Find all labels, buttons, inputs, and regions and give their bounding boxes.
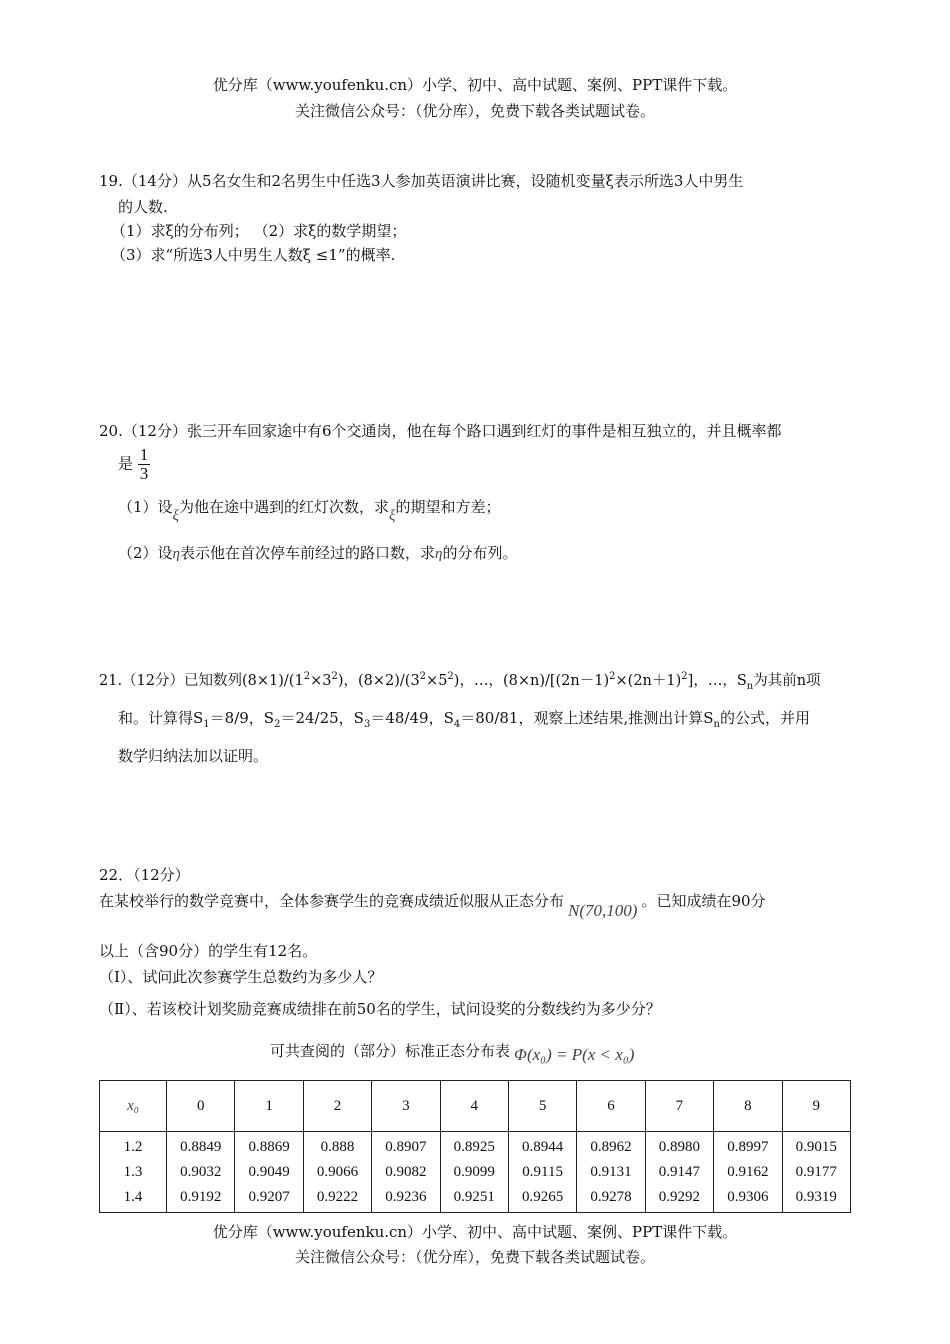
table-value: 0.9222 — [316, 1188, 359, 1205]
sup-2: 2 — [447, 671, 454, 683]
eta-symbol-2: η — [435, 546, 443, 562]
col-header: 6 — [577, 1081, 645, 1132]
col-header: 5 — [508, 1081, 576, 1132]
q21-l2-f: 的公式，并用 — [719, 709, 810, 727]
table-value: 0.9162 — [727, 1163, 769, 1180]
row-label: 1.4 — [123, 1188, 143, 1205]
table-value: 0.9236 — [385, 1188, 427, 1205]
q20-line-2 — [118, 446, 150, 483]
table-value: 0.8980 — [658, 1138, 701, 1155]
q21-l2-c: ＝24/25，S — [280, 709, 364, 727]
table-header-row — [100, 1081, 851, 1132]
q21-part-d: ×5 — [426, 673, 448, 689]
col-header: 8 — [714, 1081, 782, 1132]
q21-part-c: )，(8×2)/(3 — [337, 673, 420, 689]
table-cell — [303, 1132, 371, 1213]
q21-part-g: ]，…，S — [687, 673, 747, 689]
q20-line-4a: （2）设 — [118, 544, 173, 562]
normal-distribution: N(70,100) — [568, 901, 638, 920]
table-value: 0.9147 — [658, 1163, 701, 1180]
col-header: 1 — [235, 1081, 303, 1132]
table-value: 0.9207 — [248, 1188, 290, 1205]
q20-line-3a: （1）设 — [118, 498, 173, 516]
q19-line-2: 的人数. — [118, 198, 168, 216]
table-body-row — [100, 1132, 851, 1213]
sup-2: 2 — [609, 671, 616, 683]
table-value: 0.9015 — [795, 1138, 837, 1155]
sup-2: 2 — [303, 671, 311, 683]
sub-n: n — [746, 680, 754, 692]
col-header: 4 — [440, 1081, 508, 1132]
table-cell — [440, 1132, 508, 1213]
q21-part-a: 21.（12分）已知数列(8×1)/(1 — [99, 673, 304, 689]
row-label: 1.2 — [123, 1138, 143, 1155]
eta-symbol: η — [172, 546, 180, 562]
table-value: 0.9177 — [795, 1163, 837, 1180]
table-cell — [782, 1132, 850, 1213]
sup-2: 2 — [419, 671, 427, 683]
table-value: 0.9319 — [795, 1188, 837, 1205]
q19-line-4: （3）求“所选3人中男生人数ξ ≤1”的概率. — [111, 246, 396, 264]
q21-part-h: 为其前n项 — [753, 673, 821, 689]
q20-line-1: 20.（12分）张三开车回家途中有6个交通岗，他在每个路口遇到红灯的事件是相互独立的，并且概率都 — [99, 422, 782, 440]
table-value: 0.9306 — [727, 1188, 769, 1205]
q21-part-b: ×3 — [310, 673, 332, 689]
normal-distribution-table — [99, 1080, 851, 1213]
q22-line-5: （Ⅱ）、若该校计划奖励竞赛成绩排在前50名的学生，试问设奖的分数线约为多少分？ — [99, 1000, 661, 1018]
table-corner-x0: x₀ — [100, 1081, 167, 1132]
table-cell — [235, 1132, 303, 1213]
table-cell — [167, 1132, 235, 1213]
col-header: 9 — [782, 1081, 850, 1132]
row-label: 1.3 — [123, 1163, 143, 1180]
sup-2: 2 — [681, 671, 688, 683]
q19-line-3: （1）求ξ的分布列； （2）求ξ的数学期望； — [111, 222, 407, 240]
q20-line-4 — [118, 542, 517, 563]
q21-part-f: ×(2n＋1) — [615, 673, 682, 689]
sub-n: n — [713, 719, 720, 730]
table-value: 0.9251 — [453, 1188, 495, 1205]
q22-line-1: 22．（12分） — [99, 866, 190, 884]
col-header: 2 — [303, 1081, 371, 1132]
table-value: 0.9099 — [453, 1163, 495, 1180]
table-value: 0.8962 — [590, 1138, 632, 1155]
q19-line-1: 19.（14分）从5名女生和2名男生中任选3人参加英语演讲比赛，设随机变量ξ表示所选3人中男生 — [99, 172, 744, 190]
table-value: 0.9131 — [590, 1163, 632, 1180]
q20-line-3 — [118, 496, 501, 524]
q20-line-3c: 的期望和方差； — [395, 498, 501, 516]
xi-symbol: ξ — [172, 508, 179, 524]
q20-line-3b: 为他在途中遇到的红灯次数，求 — [178, 498, 389, 516]
table-caption: 可共查阅的（部分）标准正态分布表 — [270, 1042, 511, 1060]
q21-l2-e: ＝80/81，观察上述结果,推测出计算S — [460, 709, 714, 727]
table-value: 0.9115 — [522, 1163, 563, 1180]
table-cell — [645, 1132, 713, 1213]
row-label-cell — [100, 1132, 167, 1213]
table-value: 0.8925 — [453, 1138, 495, 1155]
q22-line-3: 以上（含90分）的学生有12名。 — [99, 942, 318, 960]
q21-line-3: 数学归纳法加以证明。 — [118, 747, 269, 765]
table-value: 0.8869 — [248, 1138, 290, 1155]
q20-line-4c: 的分布列。 — [442, 544, 518, 562]
q22-line-2 — [99, 890, 766, 920]
q22-line-4: （Ⅰ）、试问此次参赛学生总数约为多少人？ — [99, 968, 383, 986]
col-header: 7 — [645, 1081, 713, 1132]
table-cell — [372, 1132, 440, 1213]
q21-part-e: )，…，(8×n)/[(2n－1) — [453, 673, 610, 689]
header-line-1: 优分库（www.youfenku.cn）小学、初中、高中试题、案例、PPT课件下载。 — [212, 76, 738, 94]
table-value: 0.9066 — [316, 1163, 359, 1180]
q21-line-2 — [118, 707, 810, 730]
table-cell — [714, 1132, 782, 1213]
q21-l2-d: ＝48/49，S — [370, 709, 454, 727]
table-cell — [508, 1132, 576, 1213]
probability-fraction — [138, 446, 151, 483]
table-value: 0.8849 — [180, 1138, 222, 1155]
table-value: 0.9292 — [658, 1188, 701, 1205]
fraction-denominator: 3 — [139, 464, 149, 483]
table-value: 0.8997 — [727, 1138, 769, 1155]
table-cell — [577, 1132, 645, 1213]
q20-line-2-prefix: 是 — [118, 454, 134, 473]
sub-3: 3 — [363, 719, 371, 730]
table-value: 0.9032 — [180, 1163, 222, 1180]
sub-2: 2 — [274, 719, 281, 730]
sub-1: 1 — [203, 719, 210, 730]
table-value: 0.8907 — [385, 1138, 427, 1155]
sup-2: 2 — [331, 671, 338, 683]
table-value: 0.9265 — [522, 1188, 564, 1205]
phi-formula: Φ(x₀) = P(x < x₀) — [514, 1045, 635, 1064]
table-caption-line — [270, 1040, 635, 1064]
table-value: 0.9082 — [385, 1163, 427, 1180]
q21-l2-b: ＝8/9，S — [209, 709, 275, 727]
footer-line-1: 优分库（www.youfenku.cn）小学、初中、高中试题、案例、PPT课件下载。 — [212, 1223, 738, 1241]
header-line-2: 关注微信公众号：（优分库），免费下载各类试题试卷。 — [294, 102, 655, 120]
q22-l2-b: 。已知成绩在90分 — [641, 892, 766, 910]
xi-symbol-2: ξ — [389, 508, 396, 524]
table-value: 0.9049 — [248, 1163, 290, 1180]
q22-l2-a: 在某校举行的数学竞赛中，全体参赛学生的竞赛成绩近似服从正态分布 — [99, 892, 565, 910]
col-header: 0 — [167, 1081, 235, 1132]
table-value: 0.888 — [320, 1138, 355, 1155]
col-header: 3 — [372, 1081, 440, 1132]
table-value: 0.8944 — [522, 1138, 564, 1155]
table-value: 0.9278 — [590, 1188, 632, 1205]
footer-line-2: 关注微信公众号：（优分库），免费下载各类试题试卷。 — [294, 1248, 655, 1266]
q21-line-1 — [99, 669, 821, 692]
q20-line-4b: 表示他在首次停车前经过的路口数，求 — [180, 544, 436, 562]
q21-l2-a: 和。计算得S — [118, 709, 204, 727]
table-value: 0.9192 — [180, 1188, 222, 1205]
sub-4: 4 — [453, 719, 461, 730]
fraction-numerator: 1 — [139, 445, 149, 464]
